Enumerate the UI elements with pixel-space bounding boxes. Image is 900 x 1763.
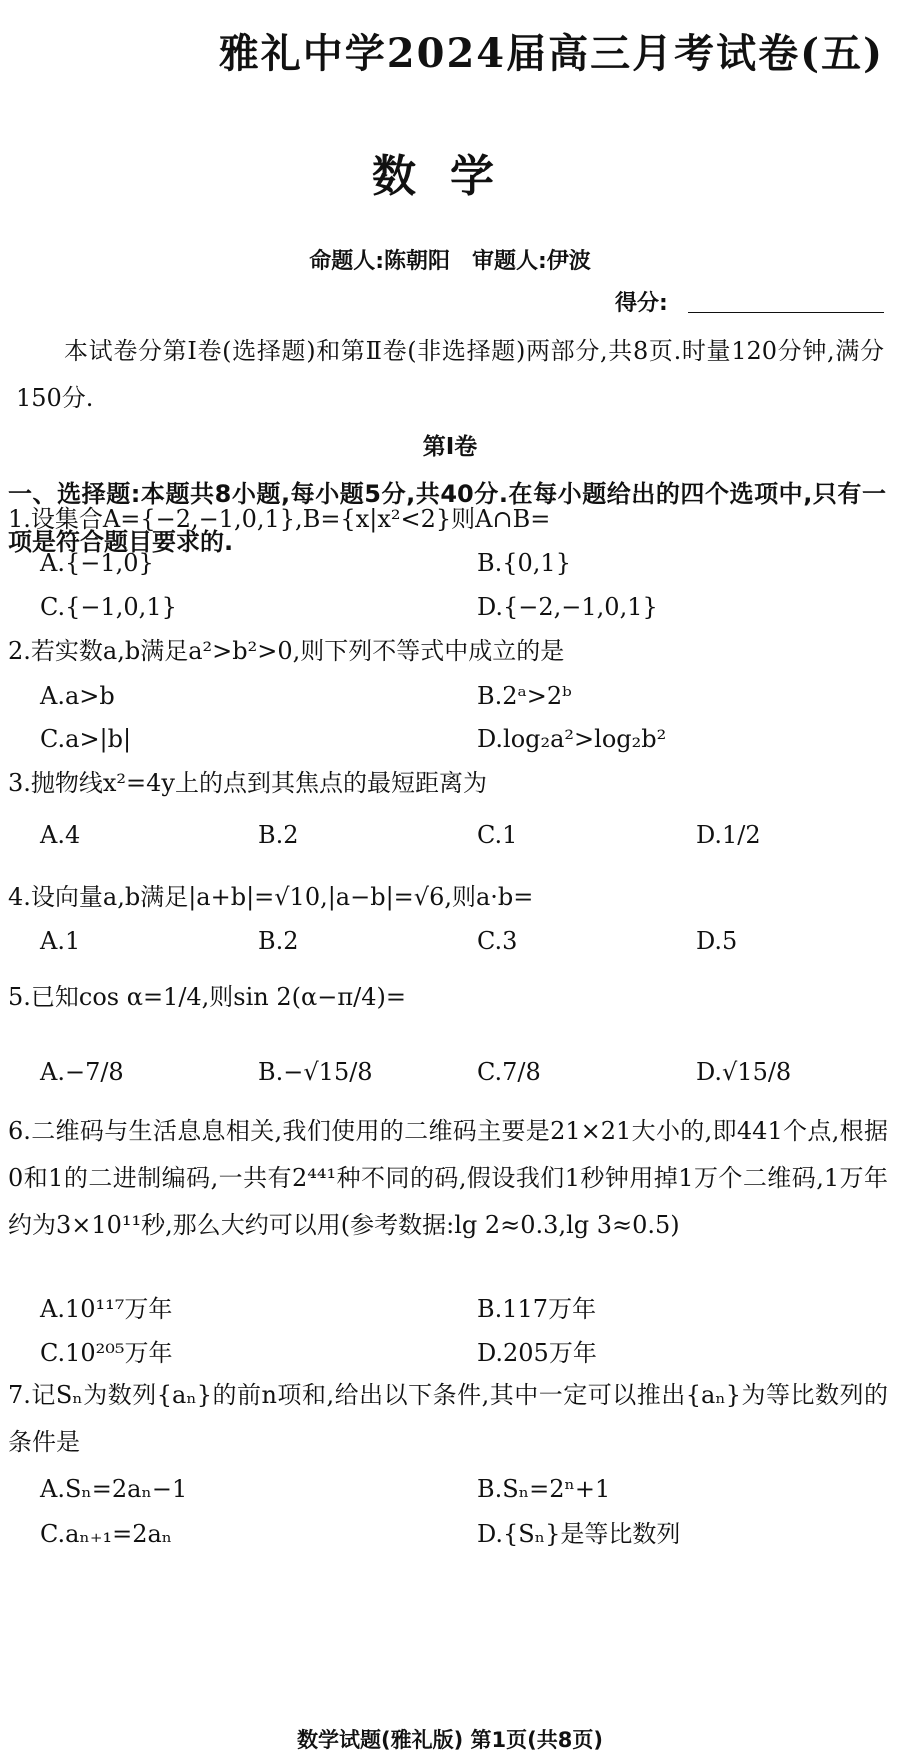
question-6-option-a: A.10¹¹⁷万年 — [40, 1295, 173, 1323]
question-3-option-d: D.1/2 — [696, 821, 761, 849]
question-3-option-c: C.1 — [477, 821, 518, 849]
question-2-option-d: D.log₂a²>log₂b² — [477, 725, 667, 753]
question-7-option-c: C.aₙ₊₁=2aₙ — [40, 1520, 173, 1548]
question-6-stem: 6.二维码与生活息息相关,我们使用的二维码主要是21×21大小的,即441个点,根据0和1的二进制编码,一共有2⁴⁴¹种不同的码,假设我们1秒钟用掉1万个二维码,1万年约为3×10¹¹秒,那么大约可以用(参考数据:lg 2≈0.3,lg 3≈0.5) — [8, 1117, 888, 1239]
question-6-option-b: B.117万年 — [477, 1295, 597, 1323]
question-4-option-b: B.2 — [258, 927, 299, 955]
authors-line — [0, 244, 900, 275]
exam-title: 雅礼中学2024届高三月考试卷(五) — [218, 30, 884, 77]
score-label: 得分: — [615, 291, 668, 316]
exam-instructions: 本试卷分第Ⅰ卷(选择题)和第Ⅱ卷(非选择题)两部分,共8页.时量120分钟,满分150分. — [16, 337, 884, 412]
question-7-option-a: A.Sₙ=2aₙ−1 — [40, 1475, 188, 1503]
question-5-stem: 5.已知cos α=1/4,则sin 2(α−π/4)= — [8, 983, 406, 1011]
question-1-option-a: A.{−1,0} — [40, 549, 154, 577]
question-5-option-d: D.√15/8 — [696, 1058, 792, 1086]
section-heading: 一、选择题:本题共8小题,每小题5分,共40分.在每小题给出的四个选项中,只有一项是符合题目要求的. — [8, 480, 886, 556]
question-5-option-c: C.7/8 — [477, 1058, 541, 1086]
question-3-option-a: A.4 — [40, 821, 81, 849]
subject-title: 数学 — [372, 151, 528, 202]
question-2-option-a: A.a>b — [40, 682, 115, 710]
question-6-option-c: C.10²⁰⁵万年 — [40, 1339, 173, 1367]
question-3-option-b: B.2 — [258, 821, 299, 849]
question-4-option-a: A.1 — [40, 927, 81, 955]
question-1-option-b: B.{0,1} — [477, 549, 571, 577]
question-1-stem: 1.设集合A={−2,−1,0,1},B={x|x²<2}则A∩B= — [8, 505, 551, 533]
question-2-stem: 2.若实数a,b满足a²>b²>0,则下列不等式中成立的是 — [8, 637, 565, 665]
page-footer: 数学试题(雅礼版) 第1页(共8页) — [297, 1728, 603, 1752]
question-7-stem: 7.记Sₙ为数列{aₙ}的前n项和,给出以下条件,其中一定可以推出{aₙ}为等比数列的条件是 — [8, 1381, 888, 1456]
question-6-option-d: D.205万年 — [477, 1339, 597, 1367]
question-5-option-b: B.−√15/8 — [258, 1058, 373, 1086]
score-blank-line — [688, 312, 884, 313]
reviewer: 审题人:伊波 — [472, 249, 591, 274]
question-5-option-a: A.−7/8 — [40, 1058, 124, 1086]
question-2-option-b: B.2ᵃ>2ᵇ — [477, 682, 572, 710]
question-4-stem: 4.设向量a,b满足|a+b|=√10,|a−b|=√6,则a·b= — [8, 883, 534, 911]
question-7-option-d: D.{Sₙ}是等比数列 — [477, 1520, 681, 1548]
question-2-option-c: C.a>|b| — [40, 725, 132, 753]
question-4-option-d: D.5 — [696, 927, 738, 955]
question-1-option-d: D.{−2,−1,0,1} — [477, 593, 658, 621]
question-4-option-c: C.3 — [477, 927, 518, 955]
question-1-option-c: C.{−1,0,1} — [40, 593, 177, 621]
setter: 命题人:陈朝阳 — [309, 249, 450, 274]
volume-title: 第Ⅰ卷 — [422, 434, 478, 460]
question-7-option-b: B.Sₙ=2ⁿ+1 — [477, 1475, 611, 1503]
question-3-stem: 3.抛物线x²=4y上的点到其焦点的最短距离为 — [8, 769, 487, 797]
